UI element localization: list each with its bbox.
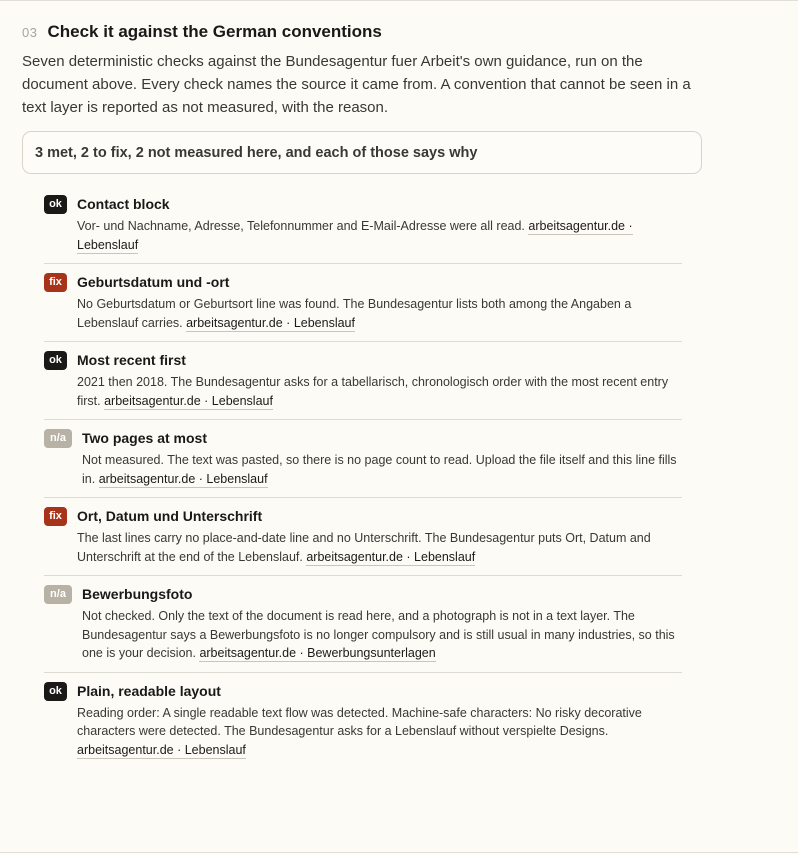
summary-text: 3 met, 2 to fix, 2 not measured here, and each of those says why (35, 144, 478, 161)
check-title: Ort, Datum und Unterschrift (77, 508, 263, 524)
check-description (77, 704, 682, 760)
step-number: 03 (22, 25, 38, 40)
check-item-bewerbungsfoto (44, 576, 682, 673)
check-title: Most recent first (77, 352, 186, 368)
check-item-contact-block (44, 186, 682, 264)
check-description-text: Not measured. The text was pasted, so there is no page count to read. Upload the file itself and this line fills in. (82, 453, 677, 486)
check-description-text: The last lines carry no place-and-date line and no Unterschrift. The Bundesagentur puts Ort, Datum and Unterschrift at the end of the Lebenslauf. (77, 531, 651, 564)
section-title: Check it against the German conventions (47, 22, 382, 41)
status-badge: ok (44, 351, 67, 370)
section-heading (22, 22, 712, 44)
check-description (77, 295, 682, 332)
check-item-readable-layout (44, 673, 682, 769)
check-description (77, 529, 682, 566)
source-link[interactable]: arbeitsagentur.de · Lebenslauf (104, 393, 273, 408)
status-badge: ok (44, 195, 67, 214)
source-link[interactable]: arbeitsagentur.de · Lebenslauf (186, 315, 355, 330)
check-title: Plain, readable layout (77, 682, 221, 699)
status-badge: fix (44, 507, 67, 526)
source-link[interactable]: arbeitsagentur.de · Lebenslauf (306, 549, 476, 564)
check-title: Bewerbungsfoto (82, 586, 193, 602)
source-link[interactable]: arbeitsagentur.de · Lebenslauf (77, 742, 246, 757)
check-list (44, 186, 682, 768)
check-description (82, 451, 682, 488)
check-item-most-recent-first (44, 342, 682, 420)
source-link[interactable]: arbeitsagentur.de · Lebenslauf (77, 219, 633, 252)
check-description (77, 217, 682, 254)
status-badge: n/a (44, 429, 72, 448)
status-badge: fix (44, 273, 67, 292)
section-intro: Seven deterministic checks against the Bundesagentur fuer Arbeit's own guidance, run on the document above. Every check names the source it came from. A convention that cannot be seen in a text layer is reported as not measured, with the reason. (22, 53, 691, 116)
check-description (77, 373, 682, 410)
status-badge: n/a (44, 585, 72, 604)
check-title: Contact block (77, 196, 170, 212)
conventions-section (22, 22, 712, 119)
results-summary[interactable] (22, 131, 702, 174)
check-description-text: Reading order: A single readable text flow was detected. Machine-safe characters: No risky decorative characters were detected. The Bundesagentur asks for a Lebenslauf without verspielte Designs. (77, 705, 642, 738)
check-item-ort-datum-unterschrift (44, 498, 682, 576)
check-description-text: Vor- und Nachname, Adresse, Telefonnummer and E-Mail-Adresse were all read. (77, 219, 525, 233)
check-title: Two pages at most (82, 430, 207, 446)
check-description-text: 2021 then 2018. The Bundesagentur asks for a tabellarisch, chronologisch order with the most recent entry first. (77, 375, 669, 408)
bottom-divider (0, 852, 798, 853)
check-description-text: Not checked. Only the text of the document is read here, and a photograph is not in a text layer. The Bundesagentur says a Bewerbungsfoto is no longer compulsory and is still usual in many industries, so this one is your decision. (82, 609, 675, 660)
check-description (82, 607, 682, 663)
check-item-geburtsdatum (44, 264, 682, 342)
check-title: Geburtsdatum und -ort (77, 274, 230, 290)
status-badge: ok (44, 682, 67, 701)
check-item-two-pages (44, 420, 682, 498)
check-description-text: No Geburtsdatum or Geburtsort line was found. The Bundesagentur lists both among the Angaben a Lebenslauf carries. (77, 297, 632, 330)
source-link[interactable]: arbeitsagentur.de · Bewerbungsunterlagen (199, 646, 436, 660)
source-link[interactable]: arbeitsagentur.de · Lebenslauf (98, 471, 268, 486)
top-divider (0, 0, 798, 1)
